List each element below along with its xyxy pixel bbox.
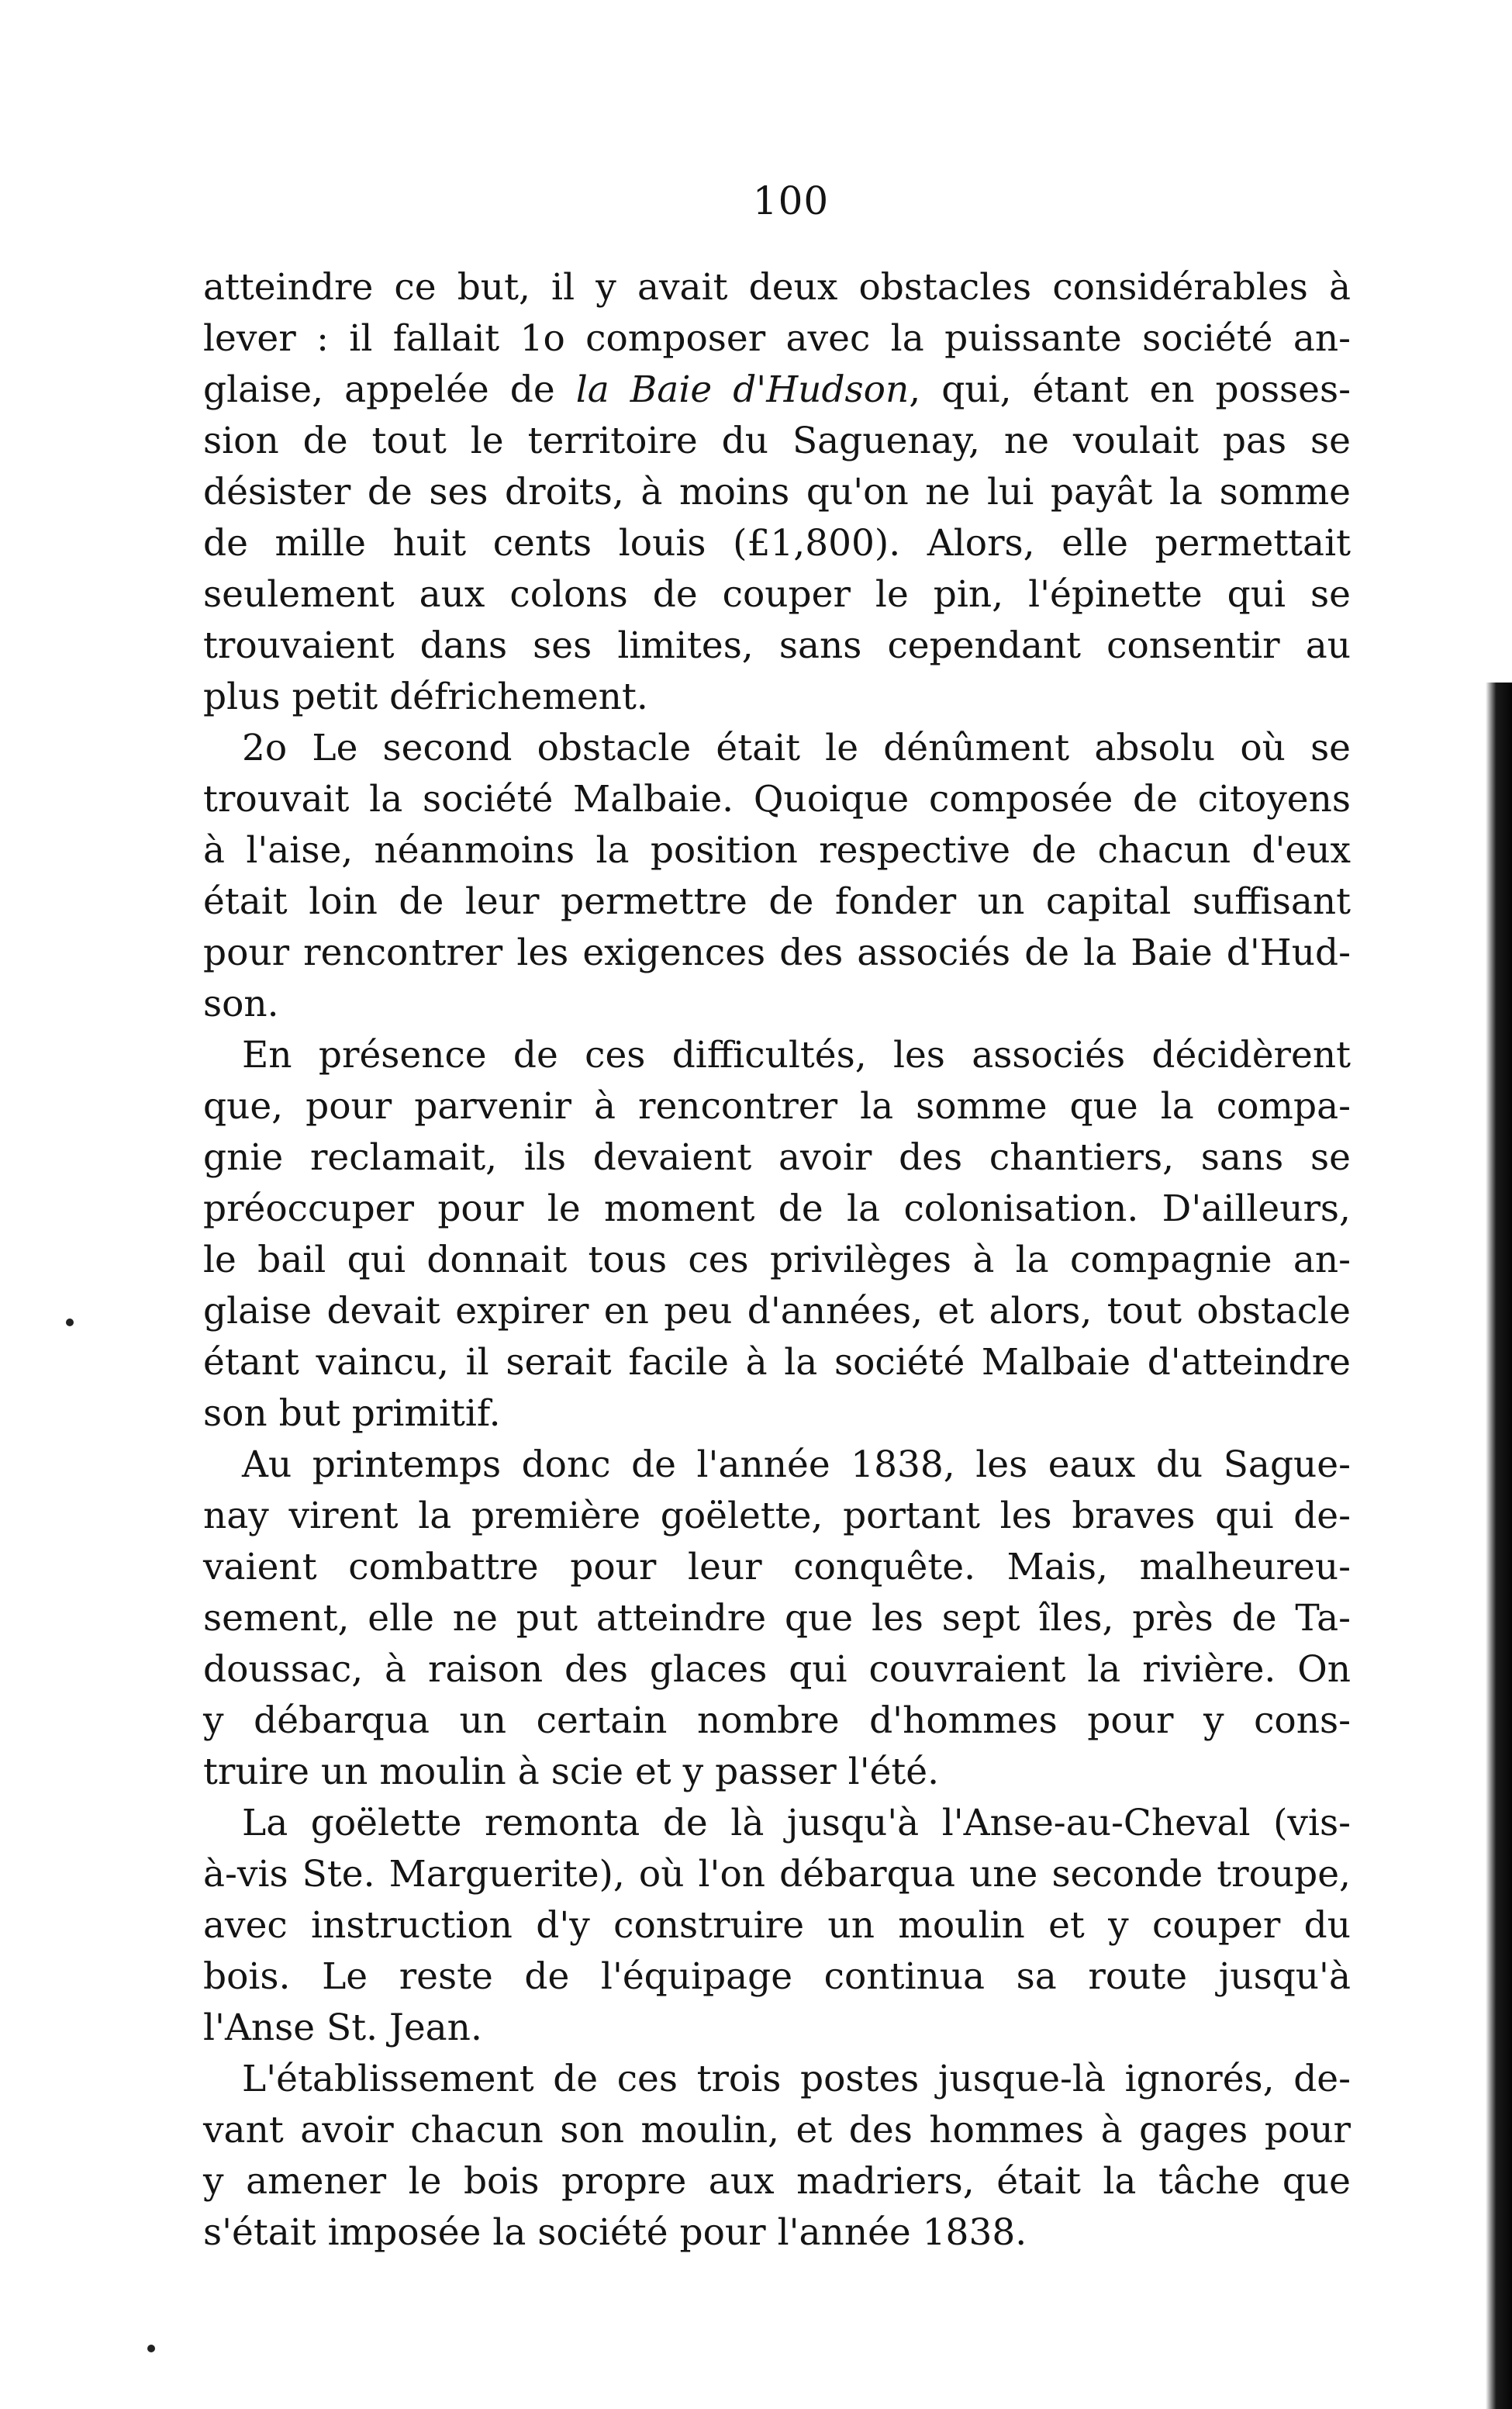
page-number: 100 [752,178,830,223]
text-line: bois. Le reste de l'équipage continua sa route jusqu'à [203,1955,1351,1998]
text-line: L'établissement de ces trois postes jusque-là ignorés, de- [242,2058,1351,2100]
paragraph-6 [203,2054,1351,2259]
text-line: à-vis Ste. Marguerite), où l'on débarqua une seconde troupe, [203,1853,1351,1896]
text-line: plus petit défrichement. [203,676,648,718]
text-line: glaise, appelée de la Baie d'Hudson, qui, étant en posses- [203,368,1351,411]
text-line: de mille huit cents louis (£1,800). Alors, elle permettait [203,522,1351,565]
text-line: désister de ses droits, à moins qu'on ne lui payât la somme [203,471,1351,513]
text-line: glaise devait expirer en peu d'années, et alors, tout obstacle [203,1290,1351,1332]
text-line: sion de tout le territoire du Saguenay, ne voulait pas se [203,420,1351,462]
text-line: le bail qui donnait tous ces privilèges à la compagnie an- [203,1239,1351,1281]
text-line: trouvait la société Malbaie. Quoique composée de citoyens [203,778,1351,821]
text-line: était loin de leur permettre de fonder un capital suffisant [203,880,1351,923]
paragraph-2 [203,723,1351,1030]
text-line: La goëlette remonta de là jusqu'à l'Anse-au-Cheval (vis- [242,1802,1351,1844]
paragraph-3 [203,1030,1351,1440]
text-line: lever : il fallait 1o composer avec la puissante société an- [203,317,1351,360]
paragraph-1 [203,262,1351,723]
text-line: son. [203,983,279,1025]
text-line: préoccuper pour le moment de la colonisation. D'ailleurs, [203,1187,1351,1230]
paragraph-5 [203,1798,1351,2054]
text-line: que, pour parvenir à rencontrer la somme que la compa- [203,1085,1351,1128]
text-line: son but primitif. [203,1392,501,1435]
text-line: truire un moulin à scie et y passer l'été. [203,1751,940,1793]
text-line: y débarqua un certain nombre d'hommes pour y cons- [203,1699,1351,1742]
text-line: 2o Le second obstacle était le dénûment absolu où se [242,727,1351,769]
text-line: s'était imposée la société pour l'année 1838. [203,2211,1027,2254]
text-line: l'Anse St. Jean. [203,2006,482,2049]
paragraph-4 [203,1440,1351,1798]
text-line: seulement aux colons de couper le pin, l'épinette qui se [203,573,1351,616]
text-line: y amener le bois propre aux madriers, était la tâche que [203,2160,1351,2203]
margin-speck [66,1319,74,1326]
text-line: nay virent la première goëlette, portant les braves qui de- [203,1495,1351,1537]
text-line: étant vaincu, il serait facile à la société Malbaie d'atteindre [203,1341,1351,1384]
page-edge-shadow [1486,683,1512,2409]
text-line: avec instruction d'y construire un moulin et y couper du [203,1904,1351,1947]
text-line: trouvaient dans ses limites, sans cependant consentir au [203,624,1351,667]
italic-name: la Baie d'Hudson [575,368,910,411]
text-line: vant avoir chacun son moulin, et des hommes à gages pour [203,2109,1351,2152]
text-line: atteindre ce but, il y avait deux obstacles considérables à [203,266,1351,309]
text-line: pour rencontrer les exigences des associés de la Baie d'Hud- [203,931,1351,974]
margin-speck [147,2345,155,2352]
text-line: doussac, à raison des glaces qui couvraient la rivière. On [203,1648,1351,1691]
body-text [203,262,1351,2259]
text-line: Au printemps donc de l'année 1838, les eaux du Sague- [242,1443,1351,1486]
text-line: gnie reclamait, ils devaient avoir des chantiers, sans se [203,1136,1351,1179]
text-line: à l'aise, néanmoins la position respective de chacun d'eux [203,829,1351,872]
text-line: sement, elle ne put atteindre que les sept îles, près de Ta- [203,1597,1351,1640]
text-line: En présence de ces difficultés, les associés décidèrent [242,1034,1351,1077]
text-line: vaient combattre pour leur conquête. Mais, malheureu- [203,1546,1351,1588]
